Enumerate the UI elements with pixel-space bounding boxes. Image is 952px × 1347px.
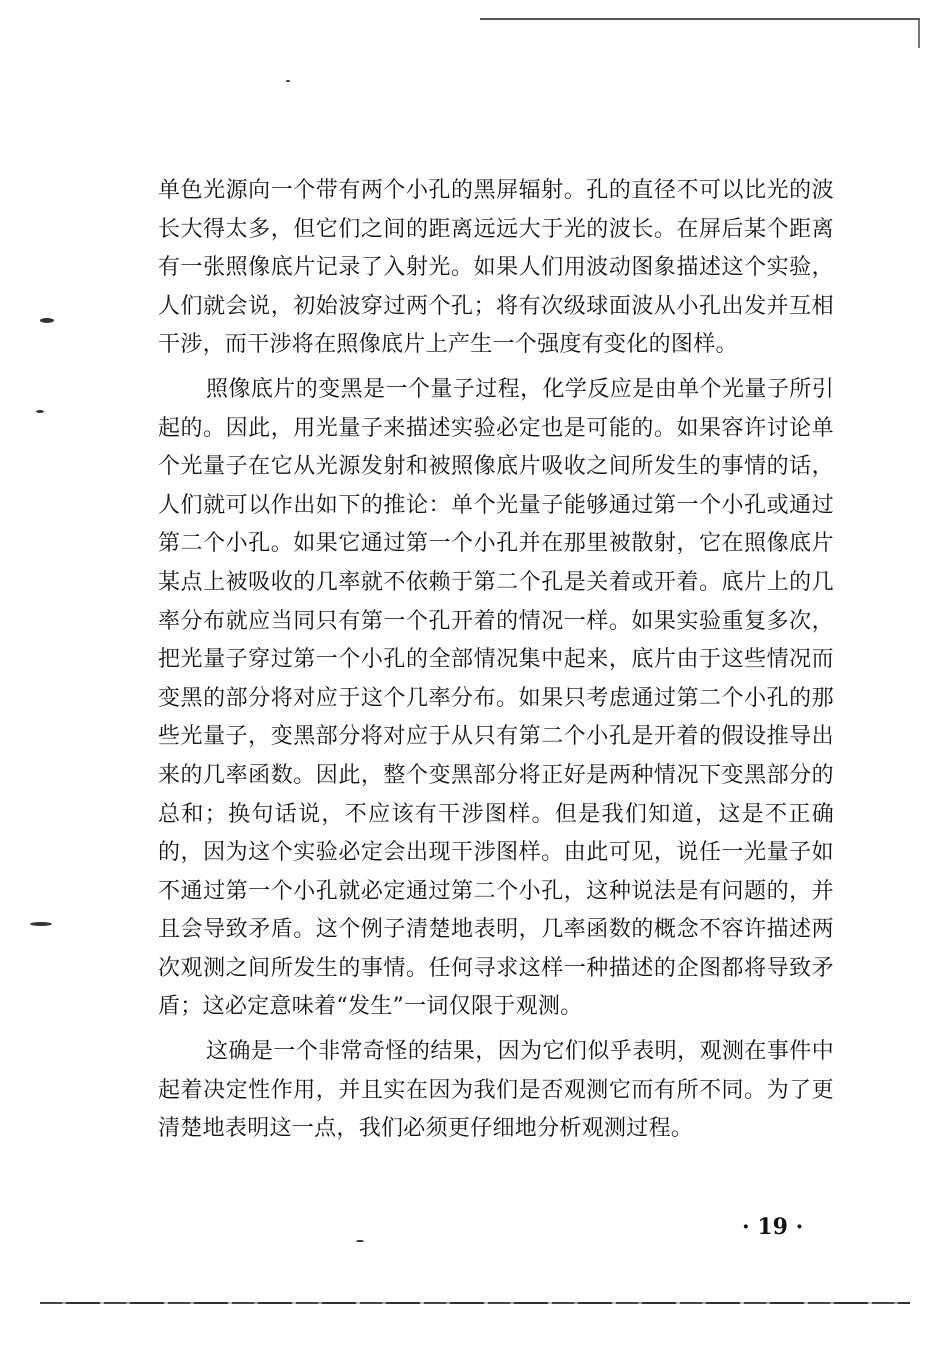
paragraph-3: 这确是一个非常奇怪的结果，因为它们似乎表明，观测在事件中起着决定性作用，并且实在因为我们是否观测它而有所不同。为了更清楚地表明这一点，我们必须更仔细地分析观测过程。	[158, 1039, 834, 1142]
body-text	[158, 172, 834, 1155]
scan-speck	[356, 1240, 364, 1242]
scan-speck	[40, 318, 54, 323]
paragraph-2: 照像底片的变黑是一个量子过程，化学反应是由单个光量子所引起的。因此，用光量子来描述实验必定也是可能的。如果容许讨论单个光量子在它从光源发射和被照像底片吸收之间所发生的事情的话，人们就可以作出如下的推论：单个光量子能够通过第一个小孔或通过第二个小孔。如果它通过第一个小孔并在那里被散射，它在照像底片某点上被吸收的几率就不依赖于第二个孔是关着或开着。底片上的几率分布就应当同只有第一个孔开着的情况一样。如果实验重复多次，把光量子穿过第一个小孔的全部情况集中起来，底片由于这些情况而变黑的部分将对应于这个几率分布。如果只考虑通过第二个小孔的那些光量子，变黑部分将对应于从只有第二个小孔是开着的假设推导出来的几率函数。因此，整个变黑部分将正好是两种情况下变黑部分的总和；换句话说，不应该有干涉图样。但是我们知道，这是不正确的，因为这个实验必定会出现干涉图样。由此可见，说任一光量子如不通过第一个小孔就必定通过第二个小孔，这种说法是有问题的，并且会导致矛盾。这个例子清楚地表明，几率函数的概念不容许描述两次观测之间所发生的事情。任何寻求这样一种描述的企图都将导致矛盾；这必定意味着“发生”一词仅限于观测。	[158, 376, 834, 1020]
scan-speck	[286, 80, 290, 82]
bottom-scan-rule	[40, 1302, 910, 1304]
page-number: · 19 ·	[742, 1214, 804, 1240]
paragraph-1: 单色光源向一个带有两个小孔的黑屏辐射。孔的直径不可以比光的波长大得太多，但它们之间的距离远远大于光的波长。在屏后某个距离有一张照像底片记录了入射光。如果人们用波动图象描述这个实验，人们就会说，初始波穿过两个孔；将有次级球面波从小孔出发并互相干涉，而干涉将在照像底片上产生一个强度有变化的图样。	[158, 178, 834, 358]
top-scan-rule	[480, 18, 920, 20]
top-scan-mark	[900, 20, 920, 48]
scan-speck	[36, 410, 44, 413]
scan-speck	[30, 922, 52, 926]
